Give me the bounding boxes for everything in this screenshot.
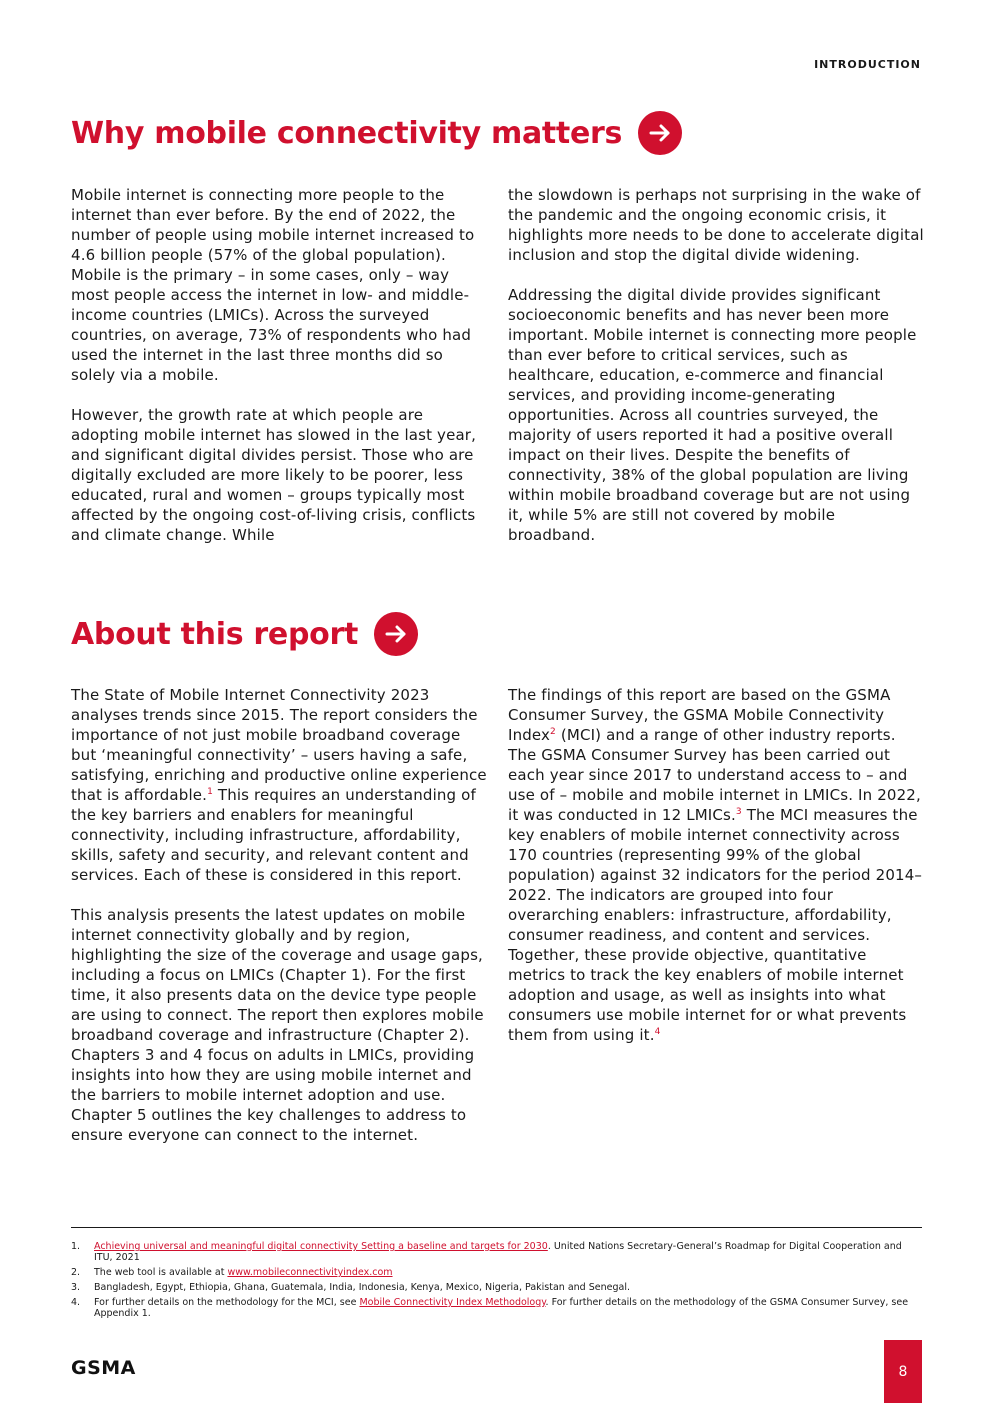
footnote-ref[interactable]: 2	[550, 727, 556, 737]
paragraph: Addressing the digital divide provides significant socioeconomic benefits and has never been more important. Mobile internet is connecting more people than ever before to critical services, such as healthcare, education, e-commerce and financial services, and providing income-generating opportunities. Across all countries surveyed, the majority of users reported it had a positive overall impact on their lives. Despite the benefits of connectivity, 38% of the global population are living within mobile broadband coverage but are not using it, while 5% are still not covered by mobile broadband.	[508, 286, 917, 544]
page-number-badge: 8	[884, 1340, 922, 1403]
footnote-divider	[71, 1227, 922, 1228]
footnote-text: . United Nations Secretary-General’s Roadmap for Digital Cooperation and ITU, 2021	[94, 1241, 902, 1263]
footnote-text: The web tool is available at	[94, 1267, 228, 1278]
paragraph-text: (MCI) and a range of other industry reports. The GSMA Consumer Survey has been carried out each year since 2017 to understand access to – and use of – mobile and mobile internet in LMICs. In 2022, it was conducted in 12 LMICs.	[508, 726, 921, 824]
footnote-number: 4.	[71, 1297, 81, 1308]
footnotes	[71, 1241, 922, 1323]
footnote-item	[71, 1297, 922, 1319]
section-title-text: About this report	[71, 616, 358, 652]
paragraph-text: The MCI measures the key enablers of mobile internet connectivity across 170 countries (representing 99% of the global population) against 32 indicators for the period 2014–2022. The indicators are grouped into four overarching enablers: infrastructure, affordability, consumer readiness, and content and services. Together, these provide objective, quantitative metrics to track the key enablers of mobile internet adoption and usage, as well as insights into what consumers use mobile internet for or what prevents them from using it.	[508, 806, 923, 1044]
footnote-ref[interactable]: 1	[207, 787, 213, 797]
paragraph-text: The State of Mobile Internet Connectivity 2023 analyses trends since 2015. The report considers the importance of not just mobile broadband coverage but ‘meaningful connectivity’ – users having a safe, satisfying, enriching and productive online experience that is affordable.	[71, 686, 487, 804]
section-label: INTRODUCTION	[814, 58, 921, 71]
section-title-text: Why mobile connectivity matters	[71, 115, 623, 151]
footnote-text: . For further details on the methodology of the GSMA Consumer Survey, see Appendix 1.	[94, 1297, 909, 1319]
arrow-right-circle-icon[interactable]	[374, 612, 418, 656]
arrow-right-circle-icon[interactable]	[638, 111, 682, 155]
footnote-number: 3.	[71, 1282, 81, 1293]
paragraph: the slowdown is perhaps not surprising in the wake of the pandemic and the ongoing economic crisis, it highlights more needs to be done to accelerate digital inclusion and stop the digital divide widening.	[508, 186, 924, 264]
section-title-why-mobile	[71, 111, 682, 155]
footnote-link[interactable]: www.mobileconnectivityindex.com	[227, 1267, 393, 1278]
section2-right-column	[508, 685, 926, 1045]
paragraph	[71, 685, 489, 885]
paragraph-text: This requires an understanding of the key barriers and enablers for meaningful connectivity, including infrastructure, affordability, skills, safety and security, and relevant content and services. Each of these is considered in this report.	[71, 786, 476, 884]
gsma-logo: GSMA	[71, 1357, 136, 1379]
paragraph: This analysis presents the latest updates on mobile internet connectivity globally and by region, highlighting the size of the coverage and usage gaps, including a focus on LMICs (Chapter 1). For the first time, it also presents data on the device type people are using to connect. The report then explores mobile broadband coverage and infrastructure (Chapter 2). Chapters 3 and 4 focus on adults in LMICs, providing insights into how they are using mobile internet and the barriers to mobile internet adoption and use. Chapter 5 outlines the key challenges to address to ensure everyone can connect to the internet.	[71, 906, 484, 1144]
footnote-text: For further details on the methodology for the MCI, see	[94, 1297, 360, 1308]
section2-left-column	[71, 685, 489, 1145]
footnote-ref[interactable]: 4	[654, 1027, 661, 1037]
paragraph	[508, 685, 926, 1045]
footnote-number: 1.	[71, 1241, 81, 1252]
footnote-item	[71, 1267, 922, 1278]
paragraph: However, the growth rate at which people are adopting mobile internet has slowed in the last year, and significant digital divides persist. Those who are digitally excluded are more likely to be poorer, less educated, rural and women – groups typically most affected by the ongoing cost-of-living crisis, conflicts and climate change. While	[71, 406, 477, 544]
paragraph-text: The findings of this report are based on the GSMA Consumer Survey, the GSMA Mobile Connectivity Index	[508, 686, 891, 744]
section1-right-column	[508, 185, 926, 545]
footnote-text: Bangladesh, Egypt, Ethiopia, Ghana, Guatemala, India, Indonesia, Kenya, Mexico, Nigeria, Pakistan and Senegal.	[94, 1282, 630, 1293]
footnote-number: 2.	[71, 1267, 81, 1278]
footnote-item	[71, 1241, 922, 1263]
footnote-ref[interactable]: 3	[735, 807, 742, 817]
footnote-item	[71, 1282, 922, 1293]
footnote-link[interactable]: Mobile Connectivity Index Methodology	[359, 1297, 546, 1308]
section-title-about-report	[71, 612, 418, 656]
footnote-link[interactable]: Achieving universal and meaningful digital connectivity Setting a baseline and targets for 2030	[94, 1241, 548, 1252]
paragraph: Mobile internet is connecting more people to the internet than ever before. By the end of 2022, the number of people using mobile internet increased to 4.6 billion people (57% of the global population). Mobile is the primary – in some cases, only – way most people access the internet in low- and middle-income countries (LMICs). Across the surveyed countries, on average, 73% of respondents who had used the internet in the last three months did so solely via a mobile.	[71, 186, 475, 384]
section1-left-column	[71, 185, 489, 545]
